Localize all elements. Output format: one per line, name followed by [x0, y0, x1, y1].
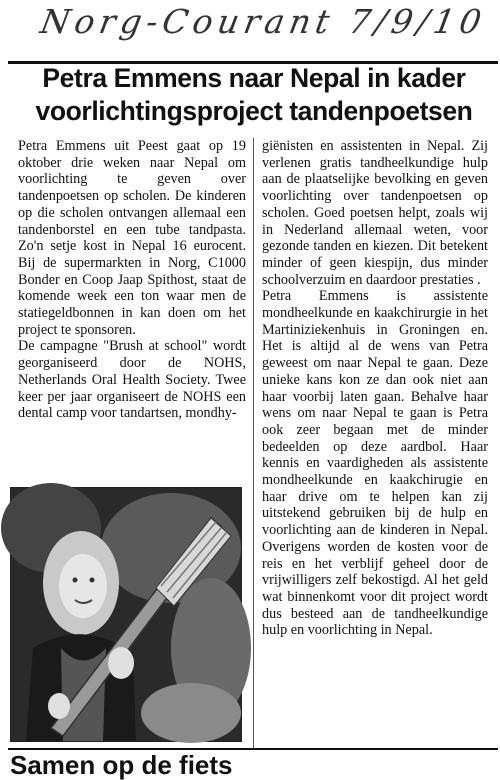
column-divider — [253, 138, 254, 748]
photo-eye — [73, 578, 78, 583]
paragraph: giënisten en assistenten in Nepal. Zij verlenen gratis tandheelkundige hulp aan de plaatselijke bevolking en geven voorlichting over tandenpoetsen op scholen. Goed poetsen helpt, zoals wij in Nederland allemaal weten, voor gezonde tanden en kiezen. Dit betekent minder of geen kiespijn, dus minder schoolverzuim en daardoor prestaties . — [262, 138, 488, 288]
photo-woman-face — [59, 554, 107, 618]
handwritten-note: Norg-Courant 7/9/10 — [37, 2, 490, 41]
article-column-left — [18, 138, 246, 422]
photo-foliage — [141, 683, 241, 743]
article-headline: Petra Emmens naar Nepal in kader voorlichtingsproject tandenpoetsen — [35, 63, 473, 126]
paragraph: Petra Emmens uit Peest gaat op 19 oktober drie weken naar Nepal om voorlichting te geven over tandenpoetsen op scholen. De kinderen op die scholen ontvangen allemaal een tandenborstel en een tube tandpasta. Zo'n setje kost in Nepal 16 eurocent. Bij de supermarkten in Norg, C1000 Bonder en Coop Jaap Spithost, staat de komende week een ton waar men de statiegeldbonnen in kan doen om het project te sponsoren. — [18, 138, 246, 338]
photo-eye — [90, 578, 95, 583]
article-column-right — [262, 138, 488, 639]
paragraph: Petra Emmens is assistente mondheelkunde en kaakchirurgie in het Martiniziekenhuis in Groningen en. Het is altijd al de wens van Petra geweest om naar Nepal te gaan. Deze unieke kans kon ze dan ook niet aan haar voorbij laten gaan. Behalve haar wens om naar Nepal te gaan is Petra ook zeer begaan met de minder bedeelden op deze aardbol. Haar kennis en vaardigheden als assistente mondheelkunde en kaakchirugie en haar drive om te helpen kan zij uitstekend gebruiken bij de hulp en voorlichting aan de kinderen in Nepal. Overigens worden de kosten voor de reis en het verblijf geheel door de vrijwilligers zelf bekostigd. Al het geld wat binnenkomt voor dit project wordt dus besteed aan de tandheelkundige hulp en voorlichting in Nepal. — [262, 288, 488, 639]
photo-hand — [108, 647, 134, 679]
article-photo — [10, 487, 242, 742]
next-article-headline: Samen op de fiets — [10, 750, 233, 780]
photo-hand — [48, 693, 70, 719]
paragraph: De campagne "Brush at school" wordt georganiseerd door de NOHS, Netherlands Oral Health Society. Twee keer per jaar organiseert de NOHS een dental camp voor tandartsen, mondhy- — [18, 338, 246, 422]
